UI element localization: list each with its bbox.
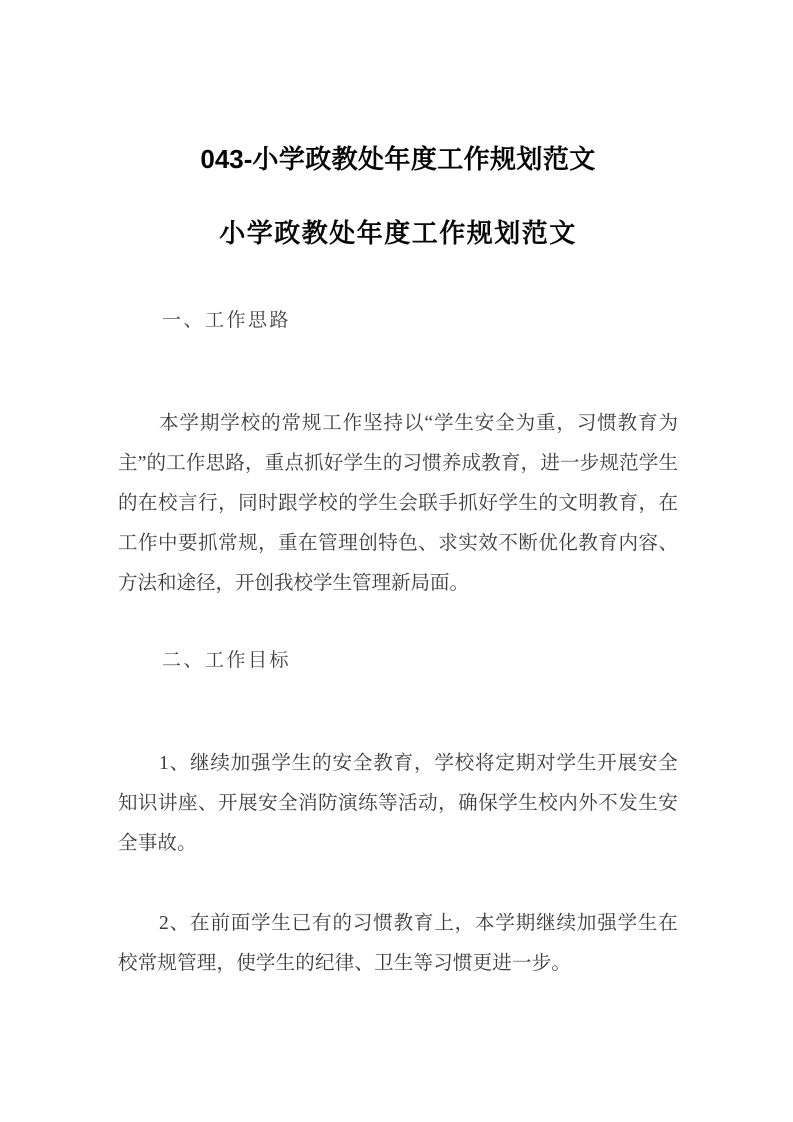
section-heading-work-approach: 一、工作思路 — [162, 310, 292, 331]
document-title-secondary: 小学政教处年度工作规划范文 — [219, 218, 577, 248]
section-heading-work-goals: 二、工作目标 — [162, 650, 292, 671]
paragraph-work-approach-body: 本学期学校的常规工作坚持以“学生安全为重，习惯教育为主”的工作思路，重点抓好学生的习惯养成教育，进一步规范学生的在校言行，同时跟学校的学生会联手抓好学生的文明教育，在工作中要抓常规，重在管理创特色、求实效不断优化教育内容、方法和途径，开创我校学生管理新局面。 — [118, 412, 678, 594]
document-code-prefix: 043- — [200, 144, 253, 175]
paragraph-work-goal-1: 1、继续加强学生的安全教育，学校将定期对学生开展安全知识讲座、开展安全消防演练等活动，确保学生校内外不发生安全事故。 — [118, 752, 678, 854]
paragraph-work-goal-2: 2、在前面学生已有的习惯教育上，本学期继续加强学生在校常规管理，使学生的纪律、卫生等习惯更进一步。 — [118, 912, 678, 974]
document-title-primary-text: 小学政教处年度工作规划范文 — [252, 145, 596, 175]
document-title-primary — [118, 139, 678, 180]
